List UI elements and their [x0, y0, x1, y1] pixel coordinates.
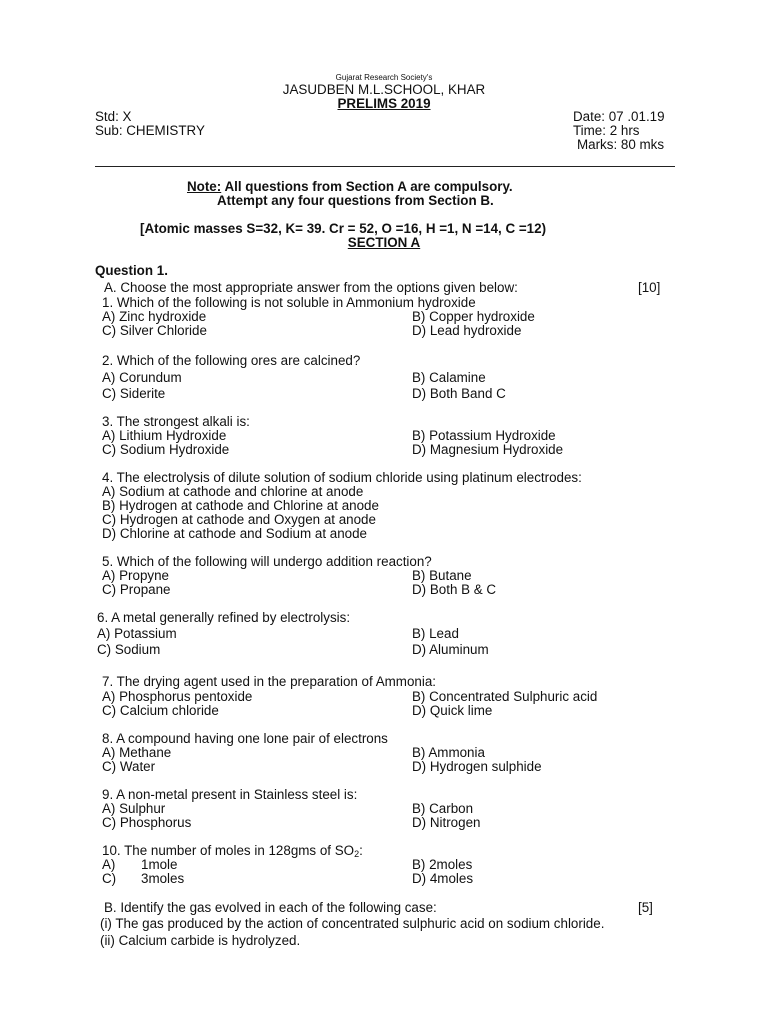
q2-option-b: B) Calamine: [412, 370, 486, 385]
q8-option-d: D) Hydrogen sulphide: [412, 759, 542, 774]
q5-option-d: D) Both B & C: [412, 582, 497, 597]
q1-option-b: B) Copper hydroxide: [412, 309, 535, 324]
q10-text-end: :: [359, 843, 363, 858]
subject-label: Sub: CHEMISTRY: [95, 123, 205, 138]
note-line-1: [187, 180, 513, 194]
exam-title: PRELIMS 2019: [337, 96, 431, 111]
q8-option-a: A) Methane: [102, 745, 172, 760]
q7-text: 7. The drying agent used in the preparation of Ammonia:: [102, 674, 436, 689]
q6-option-a: A) Potassium: [97, 626, 177, 641]
q8-option-c: C) Water: [102, 759, 156, 774]
q5-text: 5. Which of the following will undergo addition reaction?: [102, 554, 432, 569]
q2-option-d: D) Both Band C: [412, 386, 506, 401]
q1-option-d: D) Lead hydroxide: [412, 323, 522, 338]
society-name: Gujarat Research Society's: [335, 73, 433, 82]
q10-option-c-label: C): [102, 871, 117, 886]
q10-subscript: 2: [354, 849, 360, 859]
q1-option-c: C) Silver Chloride: [102, 323, 207, 338]
q9-option-d: D) Nitrogen: [412, 815, 481, 830]
part-b-marks: [5]: [638, 900, 653, 915]
q6-option-b: B) Lead: [412, 626, 459, 641]
q4-option-d: D) Chlorine at cathode and Sodium at anode: [102, 526, 368, 541]
school-name: JASUDBEN M.L.SCHOOL, KHAR: [282, 82, 486, 97]
part-b-instruction: B. Identify the gas evolved in each of the following case:: [104, 900, 437, 915]
q1-text: 1. Which of the following is not soluble in Ammonium hydroxide: [102, 295, 476, 310]
q2-text: 2. Which of the following ores are calcined?: [102, 353, 361, 368]
q2-option-a: A) Corundum: [102, 370, 182, 385]
q9-text: 9. A non-metal present in Stainless steel is:: [102, 787, 358, 802]
q4-option-a: A) Sodium at cathode and chlorine at anode: [102, 484, 364, 499]
q7-option-b: B) Concentrated Sulphuric acid: [412, 689, 598, 704]
q10-option-d: D) 4moles: [412, 871, 474, 886]
q9-option-a: A) Sulphur: [102, 801, 166, 816]
q3-option-c: C) Sodium Hydroxide: [102, 442, 230, 457]
q5-option-a: A) Propyne: [102, 568, 169, 583]
q1-option-a: A) Zinc hydroxide: [102, 309, 207, 324]
q10-option-a-label: A): [102, 857, 116, 872]
part-b-item-ii: (ii) Calcium carbide is hydrolyzed.: [100, 933, 301, 948]
note-label: Note:: [187, 179, 222, 194]
std-label: Std: X: [95, 109, 132, 124]
section-a-heading: SECTION A: [347, 235, 421, 250]
atomic-masses: [Atomic masses S=32, K= 39. Cr = 52, O =16, H =1, N =14, C =12): [140, 221, 547, 236]
part-a-instruction: A. Choose the most appropriate answer from the options given below:: [104, 280, 518, 295]
q4-option-b: B) Hydrogen at cathode and Chlorine at anode: [102, 498, 379, 513]
date-label: Date: 07 .01.19: [573, 109, 665, 124]
q6-option-c: C) Sodium: [97, 642, 161, 657]
q7-option-c: C) Calcium chloride: [102, 703, 219, 718]
q9-option-c: C) Phosphorus: [102, 815, 192, 830]
q6-option-d: D) Aluminum: [412, 642, 489, 657]
question-1-heading: Question 1.: [95, 263, 168, 278]
part-b-item-i: (i) The gas produced by the action of concentrated sulphuric acid on sodium chloride.: [100, 916, 605, 931]
q5-option-b: B) Butane: [412, 568, 472, 583]
q3-option-d: D) Magnesium Hydroxide: [412, 442, 564, 457]
q10-option-a: 1mole: [141, 857, 178, 872]
note-text-1: All questions from Section A are compulsory.: [221, 179, 513, 194]
q9-option-b: B) Carbon: [412, 801, 474, 816]
header-divider: [95, 166, 675, 167]
q6-text: 6. A metal generally refined by electrolysis:: [97, 610, 351, 625]
q8-option-b: B) Ammonia: [412, 745, 485, 760]
q2-option-c: C) Siderite: [102, 386, 166, 401]
q10-option-b: B) 2moles: [412, 857, 473, 872]
q10-text: [102, 844, 363, 858]
q10-text-main: 10. The number of moles in 128gms of SO: [102, 843, 355, 858]
q3-option-b: B) Potassium Hydroxide: [412, 428, 556, 443]
time-label: Time: 2 hrs: [573, 123, 640, 138]
marks-label: Marks: 80 mks: [577, 137, 665, 152]
part-a-marks: [10]: [638, 280, 661, 295]
q3-text: 3. The strongest alkali is:: [102, 414, 250, 429]
q5-option-c: C) Propane: [102, 582, 171, 597]
q10-option-c: 3moles: [141, 871, 185, 886]
q7-option-d: D) Quick lime: [412, 703, 493, 718]
note-line-2: Attempt any four questions from Section B.: [217, 193, 494, 208]
q4-text: 4. The electrolysis of dilute solution of sodium chloride using platinum electrodes:: [102, 470, 582, 485]
q8-text: 8. A compound having one lone pair of electrons: [102, 731, 388, 746]
q7-option-a: A) Phosphorus pentoxide: [102, 689, 253, 704]
q4-option-c: C) Hydrogen at cathode and Oxygen at anode: [102, 512, 376, 527]
q3-option-a: A) Lithium Hydroxide: [102, 428, 227, 443]
